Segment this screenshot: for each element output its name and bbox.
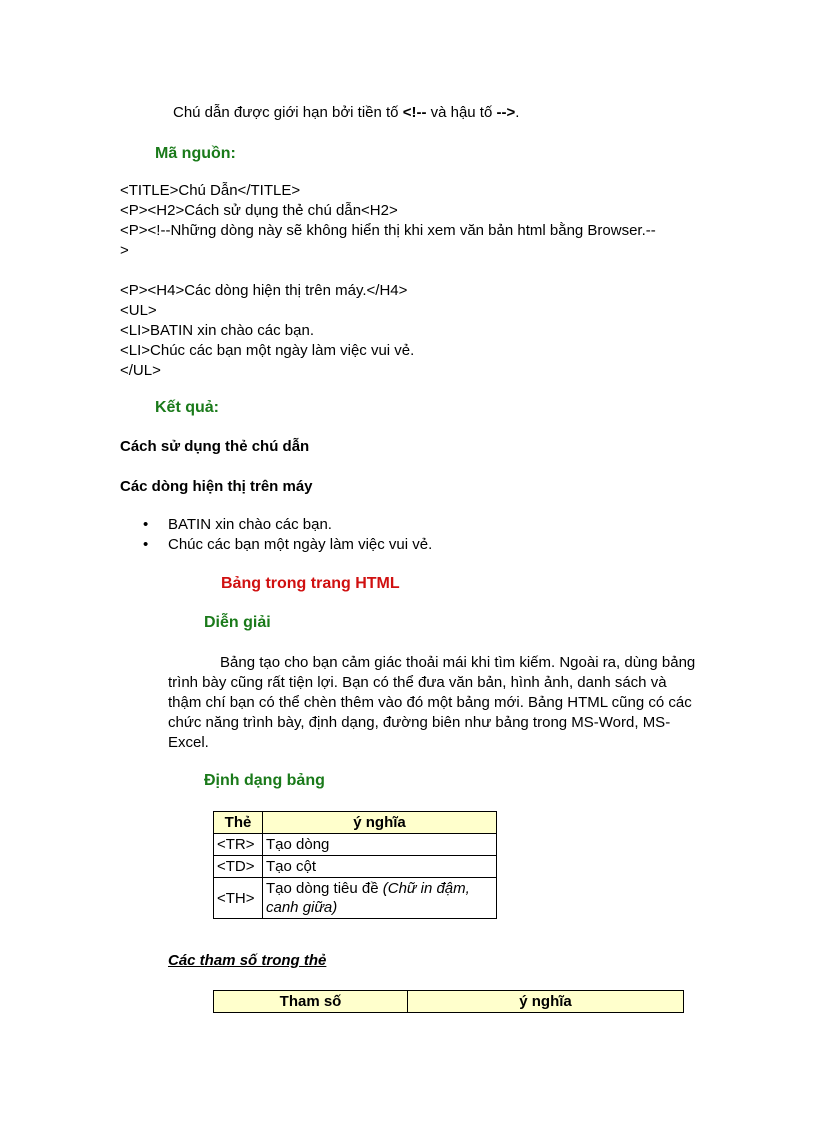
table-cell: <TD> (214, 856, 263, 878)
intro-text-end: . (515, 104, 520, 121)
table-header: ý nghĩa (408, 991, 684, 1013)
result-h2: Cách sử dụng thẻ chú dẫn (120, 438, 310, 455)
table-cell: <TH> (214, 878, 263, 919)
result-h4: Các dòng hiện thị trên máy (120, 478, 313, 495)
result-heading: Kết quả: (155, 399, 219, 416)
table-cell: Tạo dòng (263, 834, 497, 856)
table-row (214, 856, 497, 878)
format-heading: Định dạng bảng (204, 772, 325, 789)
intro-paragraph (173, 103, 519, 123)
table-header: Tham số (214, 991, 408, 1013)
source-heading: Mã nguồn: (155, 145, 236, 162)
code-line: <P><H4>Các dòng hiện thị trên máy.</H4> (120, 282, 408, 299)
code-line: <LI>BATIN xin chào các bạn. (120, 322, 314, 339)
table-header: ý nghĩa (263, 812, 497, 834)
code-block (120, 181, 656, 381)
table-header-row (214, 812, 497, 834)
section-title: Bảng trong trang HTML (221, 575, 400, 592)
table-cell: Tạo cột (263, 856, 497, 878)
code-line: <P><H2>Cách sử dụng thẻ chú dẫn<H2> (120, 202, 398, 219)
table-cell: <TR> (214, 834, 263, 856)
code-line: <LI>Chúc các bạn một ngày làm việc vui vẻ. (120, 342, 415, 359)
params-heading: Các tham số trong thẻ (168, 952, 327, 969)
code-line: <TITLE>Chú Dẫn</TITLE> (120, 182, 301, 199)
explain-paragraph (168, 653, 696, 753)
cell-note: (Chữ in đậm, canh giữa) (266, 880, 470, 916)
params-table (213, 990, 684, 1013)
table-header: Thẻ (214, 812, 263, 834)
format-table (213, 811, 497, 919)
table-row (214, 834, 497, 856)
code-line: <UL> (120, 302, 157, 319)
explain-text: Bảng tạo cho bạn cảm giác thoải mái khi tìm kiếm. Ngoài ra, dùng bảng trình bày cũng rất tiện lợi. Bạn có thể đưa văn bản, hình ảnh, danh sách và thậm chí bạn có thể chèn thêm vào đó một bảng mới. Bảng HTML cũng có các chức năng trình bày, định dạng, đường biên như bảng trong MS-Word, MS-Excel. (168, 654, 696, 751)
table-cell (263, 878, 497, 919)
code-line: <P><!--Những dòng này sẽ không hiển thị khi xem văn bản html bằng Browser.-- (120, 222, 656, 239)
result-list (140, 515, 432, 555)
intro-text-middle: và hậu tố (426, 104, 497, 121)
cell-text: Tạo dòng tiêu đề (266, 880, 383, 897)
intro-text: Chú dẫn được giới hạn bởi tiền tố (173, 104, 403, 121)
table-row (214, 878, 497, 919)
explain-heading: Diễn giải (204, 614, 271, 631)
table-header-row (214, 991, 684, 1013)
comment-prefix: <!-- (402, 104, 427, 121)
list-item: • Chúc các bạn một ngày làm việc vui vẻ. (140, 535, 432, 555)
comment-suffix: --> (496, 104, 516, 121)
code-blank (120, 261, 656, 281)
list-item: • BATIN xin chào các bạn. (140, 515, 432, 535)
code-line: > (120, 242, 129, 259)
code-line: </UL> (120, 362, 161, 379)
